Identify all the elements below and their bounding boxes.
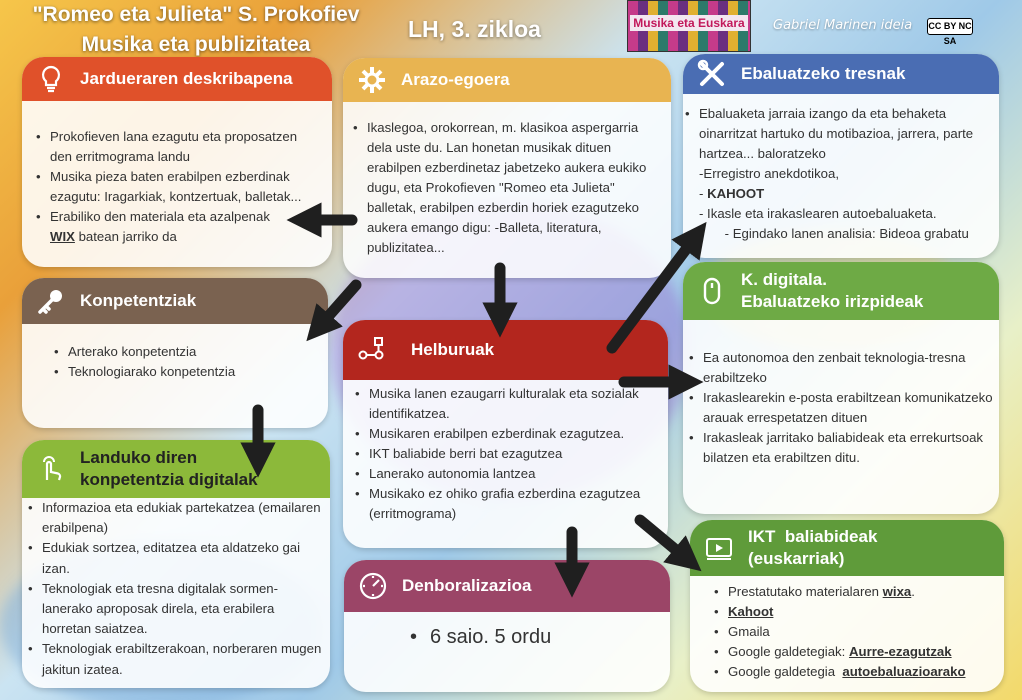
list-item: • Edukiak sortzea, editatzea eta aldatzeko gai izan. [28,538,324,578]
card-helburuak [343,320,668,548]
card-title-line-2: konpetentzia digitalak [80,470,258,489]
author-credit: Gabriel Marinen ideia [773,18,913,33]
flowchart-icon [355,333,389,367]
card-title: Ebaluatzeko tresnak [741,64,906,83]
card-header [683,54,999,94]
musika-eta-euskara-logo[interactable] [627,0,751,52]
card-title: Arazo-egoera [401,70,510,89]
video-player-icon [702,531,736,565]
list-item: - Ikasle eta irakaslearen autoebaluaketa. [699,206,937,221]
card-landuko-konpetentziak [22,440,330,688]
card-title: Jardueraren deskribapena [80,69,293,88]
card-title-line-1: IKT baliabideak [748,527,878,546]
list-item: • Gmaila [714,622,998,642]
list-item [714,662,998,682]
card-ebaluatzeko-tresnak [683,54,999,258]
card-title-line-1: K. digitala. [741,270,827,289]
list-item-text: batean jarriko da [74,229,177,244]
gear-icon [355,63,389,97]
card-deskribapena [22,57,332,267]
list-item [714,582,998,602]
kahoot-link[interactable]: Kahoot [728,604,774,619]
list-item: • Lanerako autonomia lantzea [355,464,658,484]
card-arazo-egoera [343,58,671,278]
clock-icon [356,569,390,603]
list-item [36,207,320,247]
list-item [714,602,998,622]
touch-hand-icon [34,452,68,486]
card-header [344,560,670,612]
list-item-text: Google galdetegia [728,664,843,679]
list-item: -Erregistro anekdotikoa, [699,166,840,181]
list-item-text: Erabiliko den materiala eta azalpenak [50,209,270,224]
list-item-text: . [911,584,915,599]
list-item: • Musika lanen ezaugarri kulturalak eta sozialak identifikatzea. [355,384,658,424]
wixa-link[interactable]: wixa [882,584,912,599]
card-header [343,320,668,380]
card-denboralizazioa [344,560,670,692]
card-title-line-1: Landuko diren [80,448,198,467]
list-item: • Ea autonomoa den zenbait teknologia-tresna erabiltzeko [689,348,993,388]
autoebaluazioarako-link[interactable]: autoebaluazioarako [842,664,966,679]
kahoot-label: KAHOOT [707,186,765,201]
list-item: • Teknologiak erabiltzerakoan, norberaren mugen jakitun izatea. [28,639,324,679]
card-header [343,58,671,102]
list-item [685,184,995,204]
list-item: • Arterako konpetentzia [54,342,316,362]
card-ikt-baliabideak [690,520,1004,692]
list-item: • Teknologiak eta tresna digitalak sormen-lanerako aproposak direla, eta erabilera horretan saiatzea. [28,579,324,640]
list-item-text: Prestatutako materialaren [728,584,883,599]
card-title: Helburuak [411,340,495,359]
wix-link[interactable]: WIX [50,229,75,244]
card-header [683,262,999,320]
list-item: • Ebaluaketa jarraia izango da eta behaketa oinarritzat hartuko du motibazioa, jarrera, parte hartzea... baloratzeko [685,104,995,164]
card-k-digitala [683,262,999,514]
card-header [22,440,330,498]
card-title-line-2: (euskarriak) [748,549,845,568]
lightbulb-icon [34,62,68,96]
tools-icon [695,57,729,91]
list-item: • Irakasleak jarritako baliabideak eta errekurtsoak bilatzen eta erabiltzen ditu. [689,428,993,468]
list-item: • IKT baliabide berri bat ezagutzea [355,444,658,464]
list-item [714,642,998,662]
card-title: Denboralizazioa [402,576,532,595]
title-line-1: "Romeo eta Julieta" S. Prokofiev [32,3,360,26]
card-header [690,520,1004,576]
level-label: LH, 3. zikloa [408,16,541,42]
creative-commons-badge[interactable]: CC BY NC SA [927,18,973,35]
card-header [22,278,328,324]
list-item-text: - [699,186,708,201]
card-title-line-2: Ebaluatzeko irizpideak [741,292,924,311]
mouse-icon [695,274,729,308]
title-line-2: Musika eta publizitatea [81,33,311,56]
aurre-ezagutzak-link[interactable]: Aurre-ezagutzak [848,644,952,659]
page-title [6,0,386,60]
list-item: • 6 saio. 5 ordu [410,624,660,650]
list-item: • Teknologiarako konpetentzia [54,362,316,382]
card-konpetentziak [22,278,328,428]
list-item: • Informazioa eta edukiak partekatzea (emailaren erabilpena) [28,498,324,538]
list-item: • Ikaslegoa, orokorrean, m. klasikoa aspergarria dela uste du. Lan honetan musikak dituen erabilpen ezberdinetaz jabetzeko aukera eukiko dugu, eta Prokofieven "Romeo eta Julieta" balletak, erabilpen ezberdin horiek ezagutzeko aukera emango digu: -Balleta, literatura, publizitatea... [353,118,661,258]
list-item: • Prokofieven lana ezagutu eta proposatzen den erritmograma landu [36,127,320,167]
card-title: Konpetentziak [80,291,197,310]
logo-text: Musika eta Euskara [630,15,748,31]
key-icon [34,284,68,318]
list-item: • Irakaslearekin e-posta erabiltzean komunikatzeko arauak errespetatzen dituen [689,388,993,428]
list-item: • Musika pieza baten erabilpen ezberdinak ezagutu: Iragarkiak, kontzertuak, balletak... [36,167,320,207]
list-item: - Egindako lanen analisia: Bideoa grabatu [699,226,969,241]
card-header [22,57,332,101]
list-item-text: Google galdetegiak: [728,644,849,659]
list-item: • Musikaren erabilpen ezberdinak ezagutzea. [355,424,658,444]
list-item: • Musikako ez ohiko grafia ezberdina ezagutzea (erritmograma) [355,484,658,524]
